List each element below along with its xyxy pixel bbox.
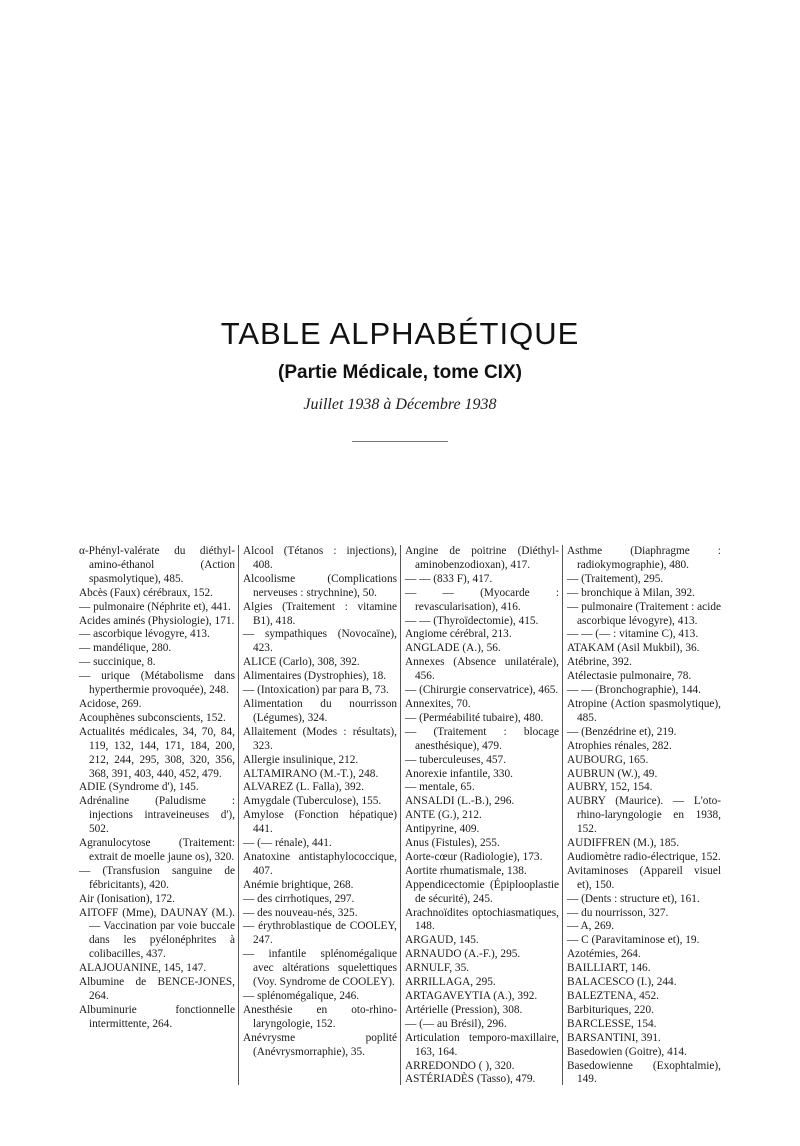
index-entry: ARNAUDO (A.-F.), 295.	[405, 948, 521, 961]
index-entry: ANTE (G.), 212.	[405, 809, 482, 822]
index-entry: — (Perméabilité tubaire), 480.	[405, 711, 544, 724]
index-entry: — — (Myocarde : revascularisation), 416.	[405, 586, 559, 613]
index-entry: Annexites, 70.	[405, 697, 471, 710]
index-entry: — pulmonaire (Traitement : acide ascorbique lévogyre), 413.	[567, 600, 721, 627]
index-entry: Articulation temporo-maxillaire, 163, 164.	[405, 1031, 559, 1058]
index-entry: ALICE (Carlo), 308, 392.	[243, 656, 360, 669]
page-subtitle: (Partie Médicale, tome CIX)	[278, 362, 522, 383]
index-entry: AUBOURG, 165.	[567, 753, 649, 766]
index-entry: AUBRY, 152, 154.	[567, 781, 653, 794]
index-entry: Audiomètre radio-électrique, 152.	[567, 850, 721, 863]
index-entry: Azotémies, 264.	[567, 948, 641, 961]
index-entry: Aorte-cœur (Radiologie), 173.	[405, 850, 543, 863]
index-entry: — mentale, 65.	[405, 781, 475, 794]
index-column-3	[400, 545, 562, 1085]
index-entry: Alimentaires (Dystrophies), 18.	[243, 670, 387, 683]
index-entry: ASTÉRIADÈS (Tasso), 479.	[405, 1073, 536, 1086]
index-entry: ADIE (Syndrome d'), 145.	[79, 781, 199, 794]
index-entry: — infantile splénomégalique avec altérations squelettiques (Voy. Syndrome de COOLEY).	[243, 948, 397, 989]
index-entry: Albuminurie fonctionnelle intermittente, 264.	[79, 1003, 235, 1030]
index-entry: — du nourrisson, 327.	[567, 906, 669, 919]
index-entry: Anatoxine antistaphylococcique, 407.	[243, 850, 397, 877]
index-entry: — (— au Brésil), 296.	[405, 1017, 507, 1030]
index-entry: AUBRUN (W.), 49.	[567, 767, 658, 780]
index-entry: Amylose (Fonction hépatique) 441.	[243, 809, 397, 836]
index-entry: Asthme (Diaphragme : radiokymographie), 480.	[567, 545, 721, 571]
index-entry: Annexes (Absence unilatérale), 456.	[405, 656, 559, 683]
index-entry: Air (Ionisation), 172.	[79, 892, 176, 905]
index-entry: Adrénaline (Paludisme : injections intraveineuses d'), 502.	[79, 795, 235, 836]
index-entry: Artérielle (Pression), 308.	[405, 1003, 523, 1016]
index-entry: Agranulocytose (Traitement: extrait de moelle jaune os), 320.	[79, 837, 235, 863]
index-entry: — érythroblastique de COOLEY, 247.	[243, 920, 397, 947]
index-entry: ANGLADE (A.), 56.	[405, 642, 501, 655]
index-entry: Atélectasie pulmonaire, 78.	[567, 670, 692, 683]
index-entry: Arachnoïdites optochiasmatiques, 148.	[405, 906, 559, 933]
index-entry: — — (Thyroïdectomie), 415.	[405, 614, 539, 627]
index-entry: — succinique, 8.	[79, 656, 156, 669]
index-entry: BALACESCO (I.), 244.	[567, 976, 677, 989]
index-entry: ARREDONDO ( ), 320.	[405, 1059, 515, 1072]
index-entry: — (Intoxication) par para B, 73.	[243, 684, 389, 697]
index-entry: Anorexie infantile, 330.	[405, 767, 513, 780]
index-entry: Avitaminoses (Appareil visuel et), 150.	[567, 864, 721, 891]
index-entry: — splénomégalique, 246.	[243, 990, 360, 1002]
index-entry: Atropine (Action spasmolytique), 485.	[567, 697, 721, 724]
index-entry: Anus (Fistules), 255.	[405, 837, 500, 850]
index-entry: ARTAGAVEYTIA (A.), 392.	[405, 990, 538, 1002]
index-entry: — (Transfusion sanguine de fébricitants), 420.	[79, 864, 235, 891]
index-entry: — — (Bronchographie), 144.	[567, 684, 701, 697]
index-entry: BAILLIART, 146.	[567, 962, 651, 975]
index-entry: ARGAUD, 145.	[405, 934, 479, 947]
index-entry: — des cirrhotiques, 297.	[243, 892, 355, 905]
index-entry: — bronchique à Milan, 392.	[567, 586, 696, 599]
index-entry: ANSALDI (L.-B.), 296.	[405, 795, 515, 808]
index-entry: — pulmonaire (Néphrite et), 441.	[79, 600, 231, 613]
index-entry: Acouphènes subconscients, 152.	[79, 711, 226, 724]
title-divider	[352, 441, 448, 442]
index-entry: Appendicectomie (Épiplooplastie de sécurité), 245.	[405, 878, 559, 905]
page-title: TABLE ALPHABÉTIQUE	[220, 316, 580, 351]
index-entry: Angine de poitrine (Diéthyl-aminobenzodioxan), 417.	[405, 545, 559, 571]
index-column-4	[562, 545, 724, 1085]
index-column-1	[76, 545, 238, 1085]
index-entry: Aortite rhumatismale, 138.	[405, 864, 527, 877]
index-entry: AUBRY (Maurice). — L'oto-rhino-laryngologie en 1938, 152.	[567, 795, 721, 836]
index-entry: ALTAMIRANO (M.-T.), 248.	[243, 767, 379, 780]
index-entry: Abcès (Faux) cérébraux, 152.	[79, 586, 213, 599]
index-entry: — (Chirurgie conservatrice), 465.	[405, 684, 559, 697]
index-entry: — — (— : vitamine C), 413.	[567, 628, 699, 641]
index-entry: — (— rénale), 441.	[243, 837, 332, 850]
index-entry: AUDIFFREN (M.), 185.	[567, 837, 680, 850]
index-column-2	[238, 545, 400, 1085]
index-entry: ALAJOUANINE, 145, 147.	[79, 962, 207, 975]
index-entry: Angiome cérébral, 213.	[405, 628, 512, 641]
index-entry: Anémie brightique, 268.	[243, 878, 354, 891]
index-entry: Atrophies rénales, 282.	[567, 739, 672, 752]
index-entry: — urique (Métabolisme dans hyperthermie provoquée), 248.	[79, 670, 235, 697]
index-entry: — mandélique, 280.	[79, 642, 172, 655]
index-entry: — — (833 F), 417.	[405, 572, 493, 585]
index-entry: Anévrysme poplité (Anévrysmorraphie), 35.	[243, 1031, 397, 1058]
index-entry: ARNULF, 35.	[405, 962, 470, 975]
index-entry: Actualités médicales, 34, 70, 84, 119, 132, 144, 171, 184, 200, 212, 244, 295, 308, 320, 356, 368, 391, 403, 440, 452, 479.	[79, 725, 235, 780]
index-entry: — (Traitement : blocage anesthésique), 479.	[405, 725, 559, 752]
index-entry: Basedowienne (Exophtalmie), 149.	[567, 1059, 721, 1086]
index-entry: Alcoolisme (Complications nerveuses : strychnine), 50.	[243, 572, 397, 599]
index-entry: Antipyrine, 409.	[405, 823, 480, 836]
index-entry: — (Benzédrine et), 219.	[567, 725, 677, 738]
index-entry: — ascorbique lévogyre, 413.	[79, 628, 210, 641]
index-entry: BARCLESSE, 154.	[567, 1017, 657, 1030]
index-entry: Albumine de BENCE-JONES, 264.	[79, 976, 235, 1002]
index-entry: — sympathiques (Novocaïne), 423.	[243, 628, 397, 655]
index-entry: ARRILLAGA, 295.	[405, 976, 496, 989]
index-entry: Allaitement (Modes : résultats), 323.	[243, 725, 397, 752]
index-entry: — tuberculeuses, 457.	[405, 753, 507, 766]
index-entry: Barbituriques, 220.	[567, 1003, 654, 1016]
index-entry: — (Dents : structure et), 161.	[567, 892, 700, 905]
index-entry: AITOFF (Mme), DAUNAY (M.). — Vaccination par voie buccale dans les pyélonéphrites à colibacilles, 437.	[79, 906, 235, 961]
index-columns	[76, 545, 726, 1085]
index-entry: Algies (Traitement : vitamine B1), 418.	[243, 600, 397, 627]
index-entry: Anesthésie en oto-rhino-laryngologie, 152.	[243, 1003, 397, 1030]
index-entry: — A, 269.	[567, 920, 615, 933]
date-range: Juillet 1938 à Décembre 1938	[303, 396, 497, 413]
index-entry: Basedowien (Goitre), 414.	[567, 1045, 687, 1058]
index-entry: BALEZTENA, 452.	[567, 990, 659, 1002]
index-entry: Atébrine, 392.	[567, 656, 632, 669]
index-entry: ALVAREZ (L. Falla), 392.	[243, 781, 365, 794]
index-entry: Acidose, 269.	[79, 697, 142, 710]
index-entry: — des nouveau-nés, 325.	[243, 906, 358, 919]
index-entry: — (Traitement), 295.	[567, 572, 664, 585]
index-entry: Amygdale (Tuberculose), 155.	[243, 795, 382, 808]
index-entry: BARSANTINI, 391.	[567, 1031, 661, 1044]
index-entry: Acides aminés (Physiologie), 171.	[79, 614, 235, 627]
index-entry: Alimentation du nourrisson (Légumes), 324.	[243, 697, 397, 724]
index-entry: Allergie insulinique, 212.	[243, 753, 359, 766]
index-entry: — C (Paravitaminose et), 19.	[567, 934, 700, 947]
index-entry: α-Phényl-valérate du diéthyl-amino-éthanol (Action spasmolytique), 485.	[79, 545, 235, 585]
index-entry: Alcool (Tétanos : injections), 408.	[243, 545, 397, 571]
index-entry: ATAKAM (Asil Mukbil), 36.	[567, 642, 700, 655]
